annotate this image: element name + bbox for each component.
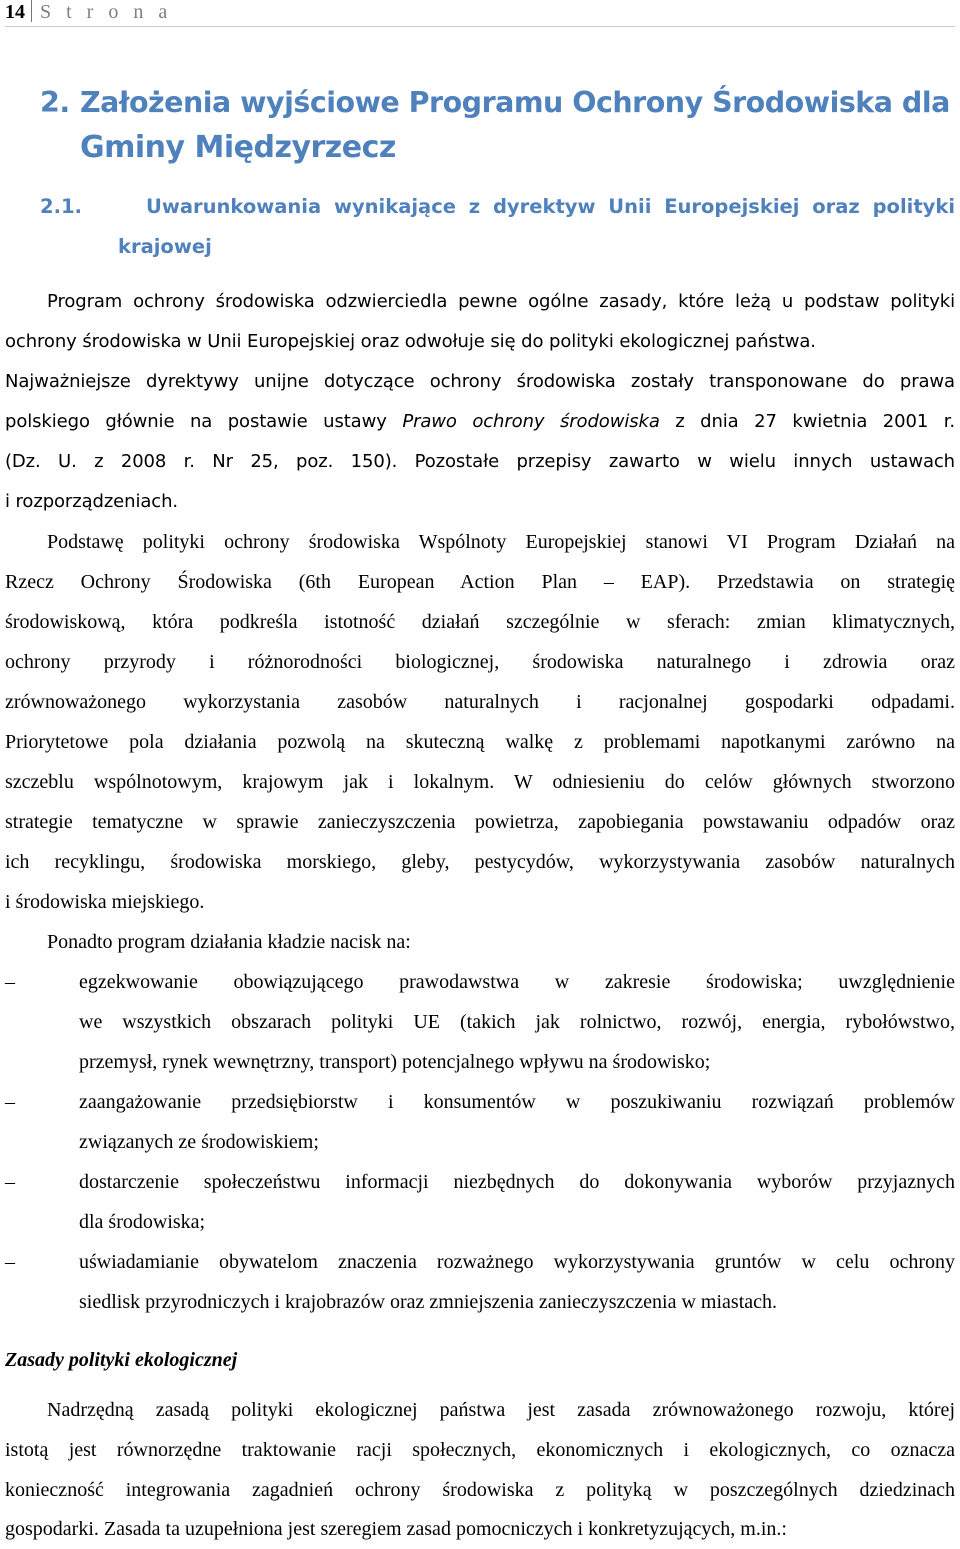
section-heading-line1 (40, 187, 955, 227)
paragraph-line: zrównoważonego wykorzystania zasobów naturalnych i racjonalnej gospodarki odpadami. (5, 691, 955, 713)
list-dash: – (5, 1171, 15, 1193)
list-dash: – (5, 1251, 15, 1273)
section-number: 2.1. (40, 195, 82, 218)
section-heading (40, 187, 955, 267)
list-item-line: dla środowiska; (79, 1211, 206, 1233)
header-separator (31, 0, 32, 22)
paragraph-line: Program ochrony środowiska odzwierciedla pewne ogólne zasady, które leżą u podstaw polityki (47, 291, 955, 312)
paragraph-line: ochrony środowiska w Unii Europejskiej oraz odwołuje się do polityki ekologicznej państwa. (5, 331, 816, 352)
paragraph-line: szczeblu wspólnotowym, krajowym jak i lokalnym. W odniesieniu do celów głównych stworzono (5, 771, 955, 793)
list-item-line: zaangażowanie przedsiębiorstw i konsumentów w poszukiwaniu rozwiązań problemów (79, 1091, 955, 1113)
paragraph-line: gospodarki. Zasada ta uzupełniona jest szeregiem zasad pomocniczych i konkretyzujących, m.in.: (5, 1518, 787, 1540)
paragraph-line: środowiskową, która podkreśla istotność działań szczególnie w sferach: zmian klimatycznych, (5, 611, 955, 633)
chapter-title-line1: Założenia wyjściowe Programu Ochrony Środowiska dla (80, 86, 950, 119)
text-run: z dnia 27 kwietnia 2001 r. (675, 411, 955, 432)
chapter-heading-line1 (40, 78, 955, 128)
section-title-line2: krajowej (118, 235, 212, 258)
paragraph-line: ich recyklingu, środowiska morskiego, gleby, pestycydów, wykorzystywania zasobów naturalnych (5, 851, 955, 873)
paragraph-line: i rozporządzeniach. (5, 491, 179, 512)
paragraph-line: Priorytetowe pola działania pozwolą na skuteczną walkę z problemami napotkanymi zarówno na (5, 731, 955, 753)
list-intro: Ponadto program działania kładzie nacisk na: (47, 931, 411, 953)
list-dash: – (5, 1091, 15, 1113)
chapter-heading-line2: Gminy Międzyrzecz (80, 130, 396, 165)
paragraph-line: Najważniejsze dyrektywy unijne dotyczące ochrony środowiska zostały transponowane do prawa (5, 371, 955, 392)
act-title-italic: Prawo ochrony środowiska (402, 411, 660, 432)
paragraph-line: i środowiska miejskiego. (5, 891, 205, 913)
list-item-line: egzekwowanie obowiązującego prawodawstwa w zakresie środowiska; uwzględnienie (79, 971, 955, 993)
paragraph-line: Nadrzędną zasadą polityki ekologicznej państwa jest zasada zrównoważonego rozwoju, której (47, 1399, 955, 1421)
text-run: polskiego głównie na postawie ustawy (5, 411, 387, 432)
chapter-number: 2. (40, 86, 70, 119)
paragraph-line: Podstawę polityki ochrony środowiska Wspólnoty Europejskiej stanowi VI Program Działań na (47, 531, 955, 553)
list-item-line: dostarczenie społeczeństwu informacji niezbędnych do dokonywania wyborów przyjaznych (79, 1171, 955, 1193)
list-dash: – (5, 971, 15, 993)
paragraph-line: istotą jest równorzędne traktowanie racji społecznych, ekonomicznych i ekologicznych, co oznacza (5, 1439, 955, 1461)
list-item-line: siedlisk przyrodniczych i krajobrazów oraz zmniejszenia zanieczyszczenia w miastach. (79, 1291, 778, 1313)
paragraph-line: konieczność integrowania zagadnień ochrony środowiska z polityką w poszczególnych dziedzinach (5, 1479, 955, 1501)
list-item-line: we wszystkich obszarach polityki UE (takich jak rolnictwo, rozwój, energia, rybołówstwo, (79, 1011, 955, 1033)
list-item-line: związanych ze środowiskiem; (79, 1131, 319, 1153)
list-item-line: przemysł, rynek wewnętrzny, transport) potencjalnego wpływu na środowisko; (79, 1051, 711, 1073)
paragraph-line: (Dz. U. z 2008 r. Nr 25, poz. 150). Pozostałe przepisy zawarto w wielu innych ustawach (5, 451, 955, 472)
page-header (5, 0, 955, 27)
section-title-line1: Uwarunkowania wynikające z dyrektyw Unii Europejskiej oraz polityki (146, 195, 956, 218)
paragraph-line: Rzecz Ochrony Środowiska (6th European Action Plan – EAP). Przedstawia on strategię (5, 571, 955, 593)
subsection-title: Zasady polityki ekologicznej (5, 1349, 238, 1371)
paragraph-line (5, 402, 955, 442)
list-item-line: uświadamianie obywatelom znaczenia rozważnego wykorzystywania gruntów w celu ochrony (79, 1251, 955, 1273)
page-number: 14 (5, 1, 25, 23)
paragraph-line: ochrony przyrody i różnorodności biologicznej, środowiska naturalnego i zdrowia oraz (5, 651, 955, 673)
page-label: S t r o n a (40, 1, 173, 23)
paragraph-line: strategie tematyczne w sprawie zanieczyszczenia powietrza, zapobiegania powstawaniu odpadów oraz (5, 811, 955, 833)
